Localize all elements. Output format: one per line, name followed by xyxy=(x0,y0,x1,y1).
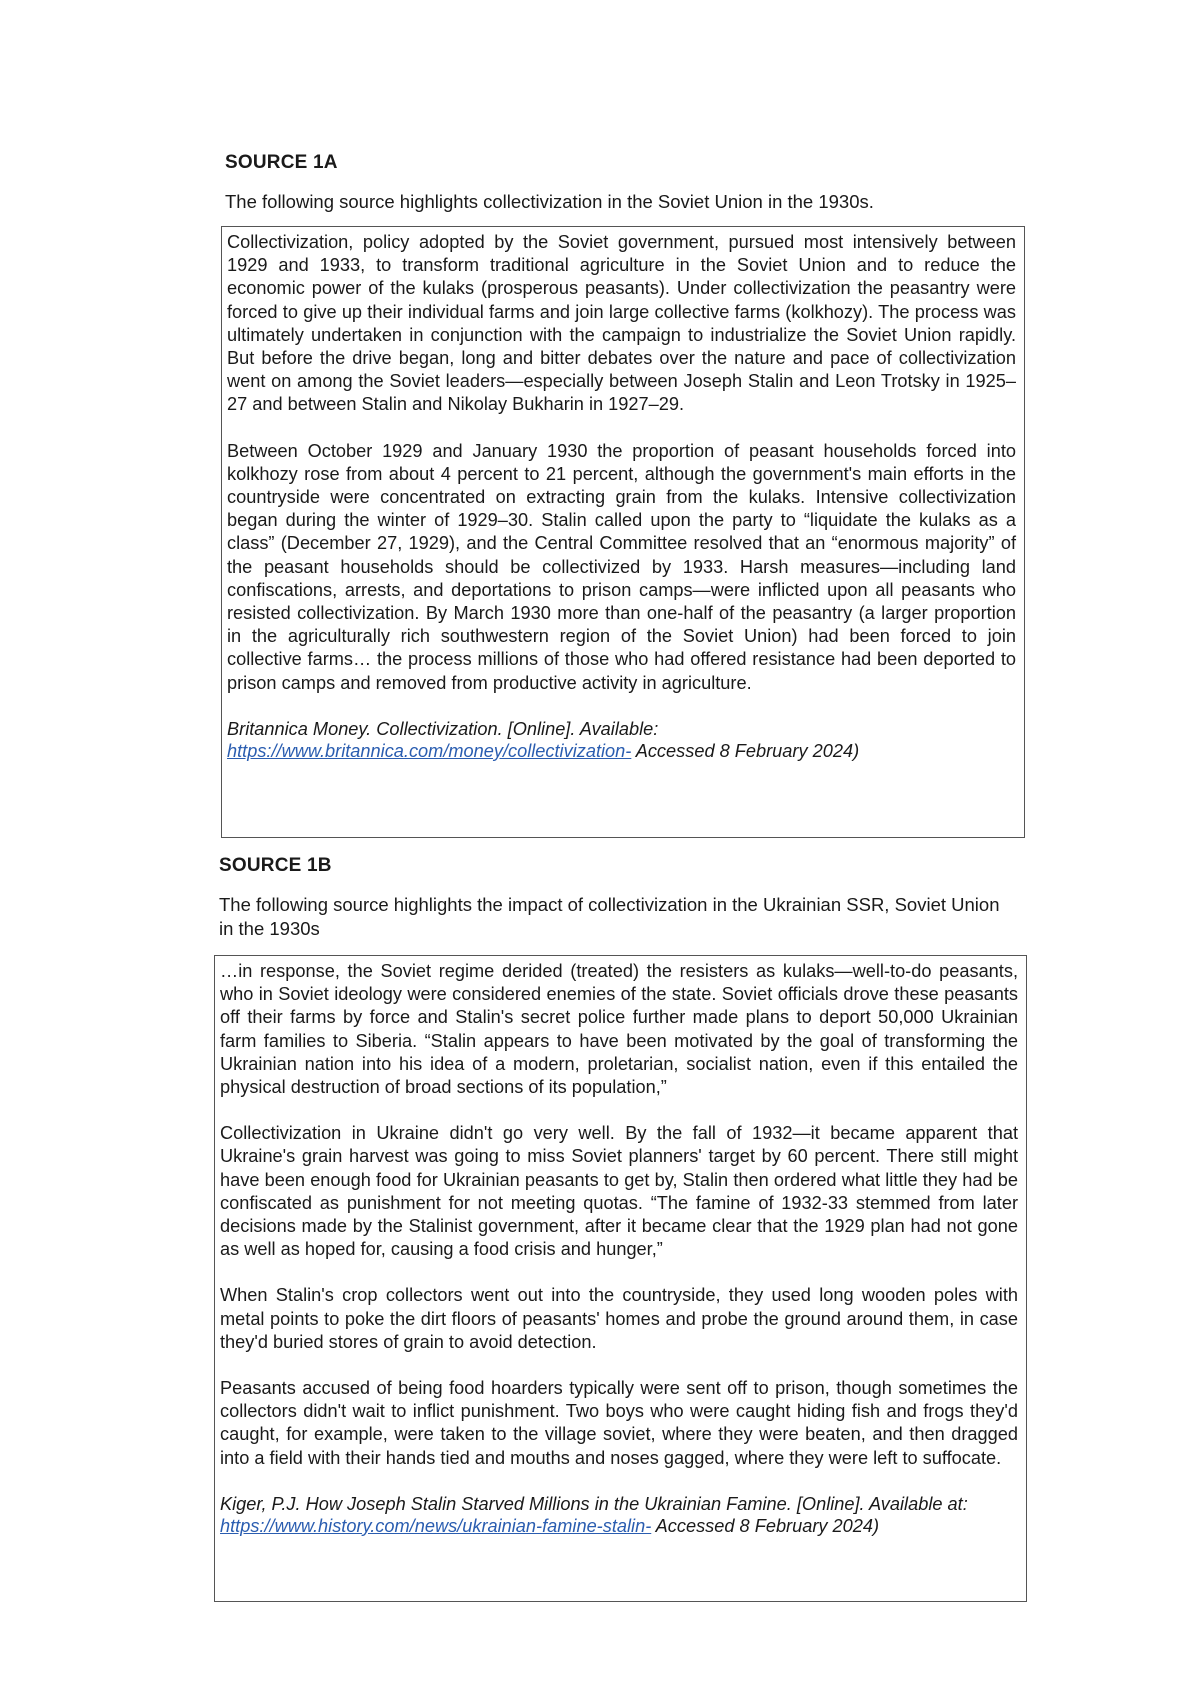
source-1b-citation-text: Kiger, P.J. How Joseph Stalin Starved Millions in the Ukrainian Famine. [Online]. Available at: xyxy=(220,1493,968,1514)
source-1a-citation xyxy=(227,718,1016,762)
source-1b-paragraph-3: When Stalin's crop collectors went out into the countryside, they used long wooden poles with metal points to poke the dirt floors of peasants' homes and probe the ground around them, in case they'd buried stores of grain to avoid detection. xyxy=(220,1285,1018,1352)
source-1a-heading: SOURCE 1A xyxy=(225,152,338,173)
source-1b-paragraph-2: Collectivization in Ukraine didn't go very well. By the fall of 1932—it became apparent that Ukraine's grain harvest was going to miss Soviet planners' target by 60 percent. There still might have been enough food for Ukrainian peasants to get by, Stalin then ordered what little they had be confiscated as punishment for not meeting quotas. “The famine of 1932-33 stemmed from later decisions made by the Stalinist government, after it became clear that the 1929 plan had not gone as well as hoped for, causing a food crisis and hunger,” xyxy=(220,1123,1018,1260)
source-1b-citation xyxy=(220,1493,1018,1537)
source-1a-citation-link[interactable]: https://www.britannica.com/money/collectivization- xyxy=(227,740,632,761)
source-1a-intro: The following source highlights collectivization in the Soviet Union in the 1930s. xyxy=(225,191,874,212)
source-1b-citation-accessed: Accessed 8 February 2024) xyxy=(651,1515,880,1536)
source-1b-paragraph-1: …in response, the Soviet regime derided (treated) the resisters as kulaks—well-to-do peasants, who in Soviet ideology were considered enemies of the state. Soviet officials drove these peasants off their farms by force and Stalin's secret police further made plans to deport 50,000 Ukrainian farm families to Siberia. “Stalin appears to have been motivated by the goal of transforming the Ukrainian nation into his idea of a modern, proletarian, socialist nation, even if this entailed the physical destruction of broad sections of its population,” xyxy=(220,961,1018,1098)
source-1a-box xyxy=(221,226,1025,838)
source-1a-citation-text: Britannica Money. Collectivization. [Online]. Available: xyxy=(227,718,659,739)
source-1b-paragraph-4: Peasants accused of being food hoarders typically were sent off to prison, though sometimes the collectors didn't wait to inflict punishment. Two boys who were caught hiding fish and frogs they'd caught, for example, were taken to the village soviet, where they were beaten, and then dragged into a field with their hands tied and mouths and noses gagged, where they were left to suffocate. xyxy=(220,1378,1018,1468)
source-1b-heading: SOURCE 1B xyxy=(219,855,332,876)
source-1a-citation-accessed: Accessed 8 February 2024) xyxy=(631,740,860,761)
source-1a-paragraph-1: Collectivization, policy adopted by the Soviet government, pursued most intensively between 1929 and 1933, to transform traditional agriculture in the Soviet Union and to reduce the economic power of the kulaks (prosperous peasants). Under collectivization the peasantry were forced to give up their individual farms and join large collective farms (kolkhozy). The process was ultimately undertaken in conjunction with the campaign to industrialize the Soviet Union rapidly. But before the drive began, long and bitter debates over the nature and pace of collectivization went on among the Soviet leaders—especially between Joseph Stalin and Leon Trotsky in 1925–27 and between Stalin and Nikolay Bukharin in 1927–29. xyxy=(227,232,1016,415)
source-1b-intro: The following source highlights the impact of collectivization in the Ukrainian SSR, Soviet Union in the 1930s xyxy=(219,894,1000,939)
source-1b-box xyxy=(214,955,1027,1602)
source-1b-citation-link[interactable]: https://www.history.com/news/ukrainian-famine-stalin- xyxy=(220,1515,652,1536)
source-1a-paragraph-2: Between October 1929 and January 1930 the proportion of peasant households forced into kolkhozy rose from about 4 percent to 21 percent, although the government's main efforts in the countryside were concentrated on extracting grain from the kulaks. Intensive collectivization began during the winter of 1929–30. Stalin called upon the party to “liquidate the kulaks as a class” (December 27, 1929), and the Central Committee resolved that an “enormous majority” of the peasant households should be collectivized by 1933. Harsh measures—including land confiscations, arrests, and deportations to prison camps—were inflicted upon all peasants who resisted collectivization. By March 1930 more than one-half of the peasantry (a larger proportion in the agriculturally rich southwestern region of the Soviet Union) had been forced to join collective farms… the process millions of those who had offered resistance had been deported to prison camps and removed from productive activity in agriculture. xyxy=(227,440,1016,693)
